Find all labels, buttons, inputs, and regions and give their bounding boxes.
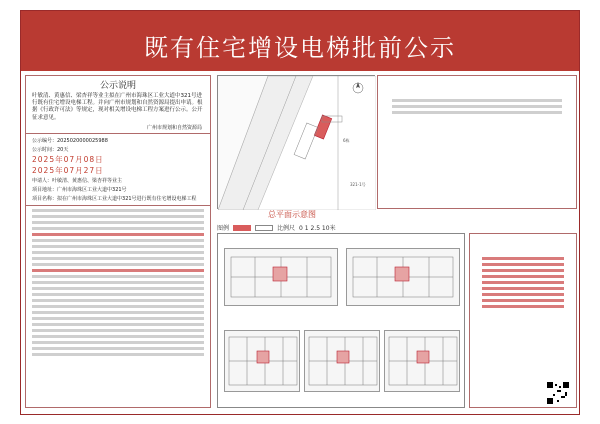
- text-line: [32, 245, 204, 248]
- text-line: [32, 353, 204, 356]
- announcement-board: [20, 10, 580, 415]
- site-plan: [217, 75, 375, 209]
- text-line: [32, 323, 204, 326]
- text-line: [32, 287, 204, 290]
- text-line: [32, 275, 204, 278]
- legend-swatch: [233, 225, 251, 231]
- text-line: [32, 293, 204, 296]
- floor-plan-3: [224, 330, 300, 392]
- text-line-highlight: [482, 257, 564, 260]
- notice-panel: [25, 75, 211, 408]
- site-plan-caption: [217, 209, 367, 232]
- notice-signature: 广州市规划和自然资源局: [146, 124, 202, 131]
- text-line: [32, 335, 204, 338]
- text-line: [392, 99, 562, 102]
- scale-ticks: 0 1 2.5 10米: [299, 225, 336, 232]
- text-line: [32, 251, 204, 254]
- site-plan-title: 总平面示意图: [268, 210, 316, 219]
- address-value: 广州市海珠区工业大道中321号: [57, 186, 127, 193]
- text-line-highlight: [32, 233, 204, 236]
- floor-plan-1: [224, 248, 338, 306]
- project-label: 项目名称：: [32, 195, 58, 202]
- page-title: 既有住宅增设电梯批前公示: [144, 34, 456, 62]
- floor-plan-5-drawing: [385, 331, 461, 393]
- text-line: [32, 239, 204, 242]
- svg-text:321-1号: 321-1号: [350, 182, 366, 187]
- notice-date-start: 2025年07月08日: [32, 154, 104, 164]
- text-line-highlight: [482, 263, 564, 266]
- text-line-highlight: [482, 305, 564, 308]
- text-line: [32, 329, 204, 332]
- text-line: [32, 227, 204, 230]
- applicant-label: 申请人：: [32, 177, 53, 184]
- floor-plans: [217, 233, 465, 408]
- notice-date-end: 2025年07月27日: [32, 165, 104, 175]
- text-line: [32, 341, 204, 344]
- floor-plan-5: [384, 330, 460, 392]
- floor-plan-2: [346, 248, 460, 306]
- text-line: [32, 221, 204, 224]
- qr-code[interactable]: [547, 382, 569, 404]
- divider: [26, 205, 210, 206]
- text-line: [32, 263, 204, 266]
- address-label: 项目地址：: [32, 186, 58, 193]
- floor-plan-1-drawing: [225, 249, 339, 307]
- address-row: [26, 185, 210, 194]
- text-line-highlight: [482, 275, 564, 278]
- text-line: [32, 305, 204, 308]
- project-row: [26, 194, 210, 203]
- text-line: [32, 317, 204, 320]
- text-line: [32, 215, 204, 218]
- text-line: [32, 209, 204, 212]
- svg-text:6栋: 6栋: [343, 138, 350, 143]
- floor-plan-2-drawing: [347, 249, 461, 307]
- text-line-highlight: [482, 269, 564, 272]
- notice-number: 公示编号：2025020000025988: [32, 137, 108, 144]
- notice-paragraph: 叶敏清、黄惠信、梁杏祥等业主拟在广州市海珠区工业大道中321号进行既有住宅增设电梯工程。并向广州市规划和自然资源局提出申请。根据《行政许可法》等规定，现对相关增设电梯工程方案进行公示。公开征求意见。: [32, 93, 203, 121]
- text-line: [32, 257, 204, 260]
- header-bar: [21, 11, 579, 71]
- text-line-highlight: [32, 269, 204, 272]
- floor-plan-4-drawing: [305, 331, 381, 393]
- floor-plan-3-drawing: [225, 331, 301, 393]
- site-plan-drawing: [218, 76, 376, 210]
- project-value: 拟在广州市海珠区工业大道中321号进行既有住宅增设电梯工程: [57, 195, 197, 202]
- applicant-row: [26, 176, 210, 185]
- legend-swatch-outline: [255, 225, 273, 231]
- scale-label: 比例尺: [277, 225, 296, 232]
- floor-plan-4: [304, 330, 380, 392]
- text-line: [32, 311, 204, 314]
- text-line-highlight: [482, 287, 564, 290]
- legend-label: 图例: [217, 225, 230, 232]
- text-line: [32, 281, 204, 284]
- notice-title: 公示说明: [99, 81, 136, 91]
- text-line: [392, 105, 562, 108]
- text-line: [32, 299, 204, 302]
- text-line-highlight: [482, 293, 564, 296]
- divider: [26, 133, 210, 134]
- text-line: [392, 111, 562, 114]
- notice-period: 公示时间：20天: [32, 146, 69, 153]
- applicant-value: 叶敏清、黄惠信、梁杏祥等业主: [52, 177, 123, 184]
- text-line-highlight: [482, 281, 564, 284]
- right-info-panel: [377, 75, 577, 209]
- text-line-highlight: [482, 299, 564, 302]
- text-line: [32, 347, 204, 350]
